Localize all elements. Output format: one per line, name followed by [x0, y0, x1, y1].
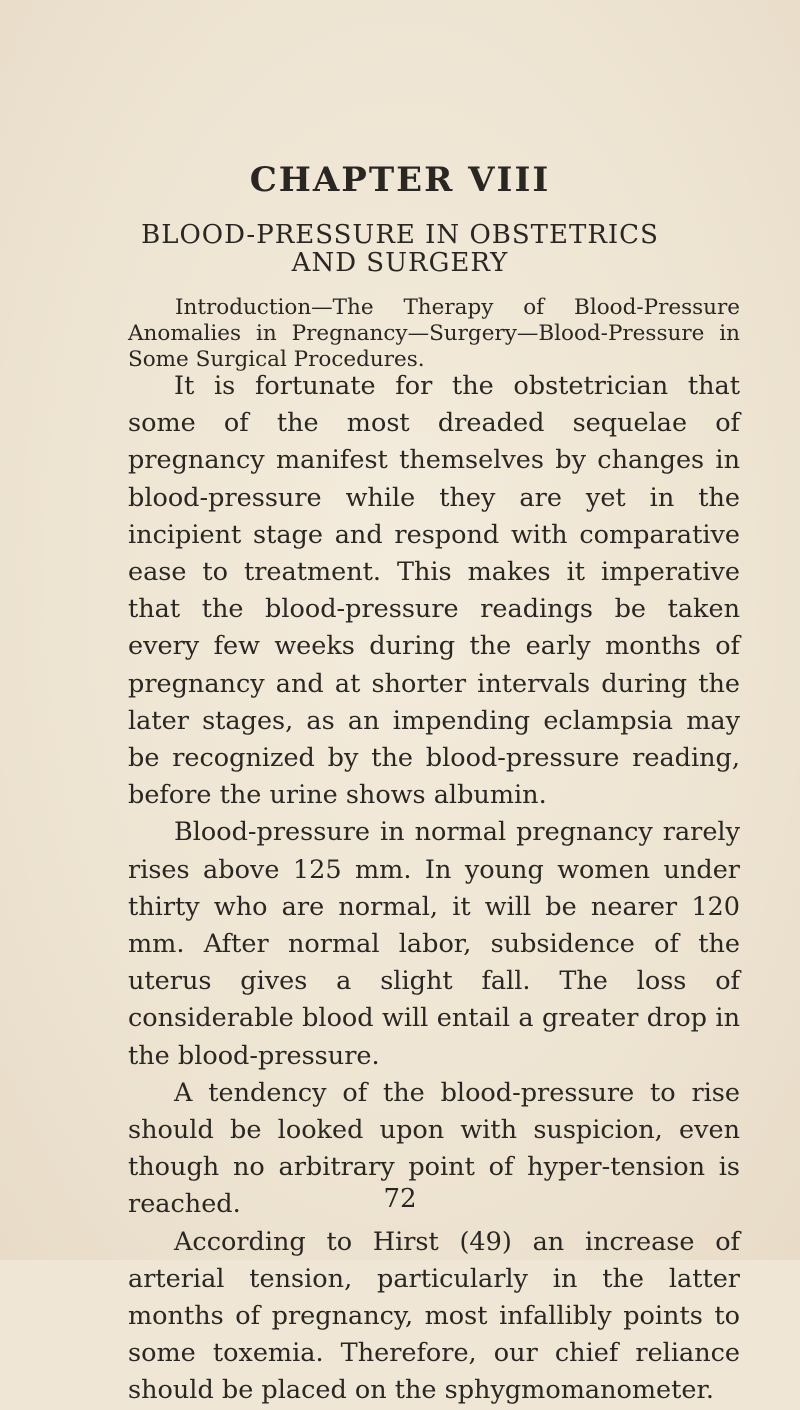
chapter-heading: CHAPTER VIII [249, 160, 551, 200]
body-text [128, 368, 740, 1410]
paragraph: A tendency of the blood-pressure to rise should be looked upon with suspicion, even though no arbitrary point of hyper-tension is reached. [128, 1077, 740, 1220]
chapter-synopsis [128, 295, 740, 373]
page-number: 72 [383, 1184, 417, 1214]
paragraph: It is fortunate for the obstetrician that some of the most dreaded sequelae of pregnancy manifest themselves by changes in blood-pressure while they are yet in the incipient stage and respond with comparative ease to treatment. This makes it imperative that the blood-pressure readings be taken every few weeks during the early months of pregnancy and at shorter intervals during the later stages, as an impending eclampsia may be recognized by the blood-pressure reading, before the urine shows albumin. [128, 371, 740, 811]
paragraph: Blood-pressure in normal pregnancy rarely rises above 125 mm. In young women under thirty who are normal, it will be nearer 120 mm. After normal labor, subsidence of the uterus gives a slight fall. The loss of considerable blood will entail a greater drop in the blood-pressure. [128, 817, 740, 1071]
chapter-title-line-2: AND SURGERY [291, 248, 509, 278]
paragraph: According to Hirst (49) an increase of arterial tension, particularly in the latter months of pregnancy, most infallibly points to some toxemia. Therefore, our chief reliance should be placed on the sphygmomanometer. [128, 1226, 740, 1406]
chapter-title-line-1: BLOOD-PRESSURE IN OBSTETRICS [141, 220, 659, 250]
synopsis-text: Introduction—The Therapy of Blood-Pressure Anomalies in Pregnancy—Surgery—Blood-Pressure in Some Surgical Procedures. [128, 295, 740, 372]
